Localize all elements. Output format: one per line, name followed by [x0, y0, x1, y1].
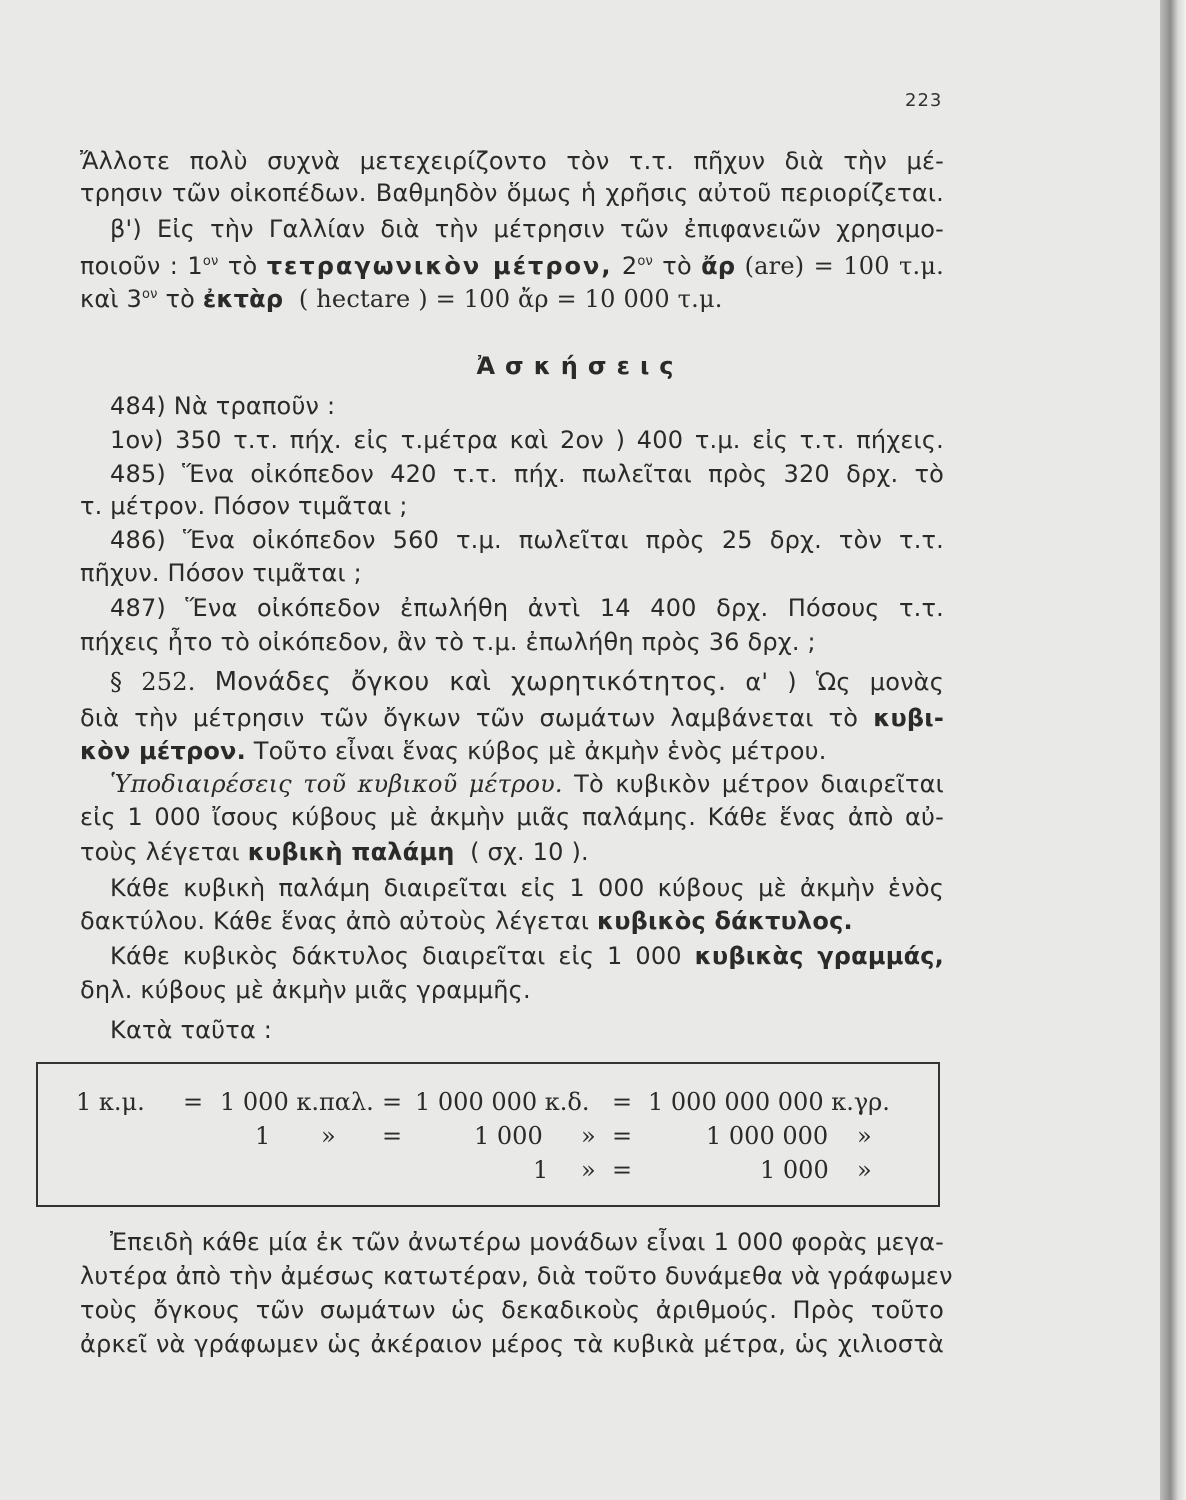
- exercise-486: 486) Ἕνα οἰκόπεδον 560 τ.μ. πωλεῖται πρὸς 25 δρχ. τὸν τ.τ.: [110, 526, 944, 554]
- table-cell: 1: [255, 1122, 271, 1150]
- table-cell: 1 000 000 000 κ.γρ.: [648, 1088, 890, 1116]
- table-cell: »: [581, 1122, 596, 1150]
- text-line: Ἐπειδὴ κάθε μία ἐκ τῶν ἀνωτέρω μονάδων εἶναι 1 000 φορὰς μεγα-: [110, 1228, 944, 1256]
- text-line: τ. μέτρον. Πόσον τιμᾶται ;: [80, 492, 408, 520]
- text-line: λυτέρα ἀπὸ τὴν ἀμέσως κατωτέραν, διὰ τοῦτο δυνάμεθα νὰ γράφωμεν: [80, 1262, 953, 1290]
- text-line: ἀρκεῖ νὰ γράφωμεν ὡς ἀκέραιον μέρος τὰ κυβικὰ μέτρα, ὡς χιλιοστὰ: [80, 1330, 944, 1358]
- table-cell: 1 000: [760, 1156, 829, 1184]
- text-line: πήχεις ἦτο τὸ οἰκόπεδον, ἂν τὸ τ.μ. ἐπωλήθη πρὸς 36 δρχ. ;: [80, 628, 816, 656]
- text-line: Ἄλλοτε πολὺ συχνὰ μετεχειρίζοντο τὸν τ.τ. πῆχυν διὰ τὴν μέ-: [80, 147, 944, 175]
- exercise-485: 485) Ἕνα οἰκόπεδον 420 τ.τ. πήχ. πωλεῖται πρὸς 320 δρχ. τὸ: [110, 460, 944, 488]
- exercise-487: 487) Ἕνα οἰκόπεδον ἐπωλήθη ἀντὶ 14 400 δρχ. Πόσους τ.τ.: [110, 594, 944, 622]
- table-cell: 1 000 000 κ.δ.: [415, 1088, 590, 1116]
- page-edge: [1160, 0, 1186, 1500]
- section-252-title: § 252. Μονάδες ὄγκου καὶ χωρητικότητος. α' ) Ὡς μονὰς: [110, 667, 944, 697]
- text-line: Κάθε κυβικὴ παλάμη διαιρεῖται εἰς 1 000 κύβους μὲ ἀκμὴν ἑνὸς: [110, 874, 944, 902]
- text-line: 1ον) 350 τ.τ. πήχ. εἰς τ.μέτρα καὶ 2ον ) 400 τ.μ. εἰς τ.τ. πήχεις.: [110, 426, 944, 454]
- text-line: τοὺς ὄγκους τῶν σωμάτων ὡς δεκαδικοὺς ἀριθμούς. Πρὸς τοῦτο: [80, 1296, 944, 1324]
- text-line: καὶ $3^{o\nu}$ τὸ ἐκτὰρ ( hectare ) = 100 ἄρ = 10 000 τ.μ.: [80, 285, 723, 313]
- text-line: Κάθε κυβικὸς δάκτυλος διαιρεῖται εἰς 1 000 κυβικὰς γραμμάς,: [110, 942, 945, 970]
- table-cell: 1: [533, 1156, 549, 1184]
- text-line: δακτύλου. Κάθε ἕνας ἀπὸ αὐτοὺς λέγεται κυβικὸς δάκτυλος.: [80, 907, 853, 935]
- text-line: διὰ τὴν μέτρησιν τῶν ὄγκων τῶν σωμάτων λαμβάνεται τὸ κυβι-: [80, 704, 944, 732]
- text-line: πῆχυν. Πόσον τιμᾶται ;: [80, 559, 362, 587]
- kata-tauta: Κατὰ ταῦτα :: [110, 1016, 272, 1044]
- table-cell: 1 000: [474, 1122, 543, 1150]
- table-cell: 1 000 κ.παλ.: [220, 1088, 374, 1116]
- table-cell: =: [612, 1156, 633, 1184]
- table-cell: »: [321, 1122, 336, 1150]
- table-cell: =: [612, 1088, 633, 1116]
- table-cell: »: [857, 1156, 872, 1184]
- text-line: τρησιν τῶν οἰκοπέδων. Βαθμηδὸν ὅμως ἡ χρῆσις αὐτοῦ περιορίζεται.: [80, 179, 944, 207]
- table-cell: =: [183, 1088, 204, 1116]
- table-cell: =: [382, 1088, 403, 1116]
- table-cell: »: [857, 1122, 872, 1150]
- table-cell: =: [382, 1122, 403, 1150]
- table-cell: 1 κ.μ.: [76, 1088, 145, 1116]
- page-number: 223: [905, 90, 943, 111]
- text-line: Ὑποδιαιρέσεις τοῦ κυβικοῦ μέτρου. Τὸ κυβικὸν μέτρον διαιρεῖται: [110, 770, 944, 798]
- table-cell: 1 000 000: [706, 1122, 829, 1150]
- table-cell: =: [612, 1122, 633, 1150]
- text-line: εἰς 1 000 ἴσους κύβους μὲ ἀκμὴν μιᾶς παλάμης. Κάθε ἕνας ἀπὸ αὐ-: [80, 803, 944, 831]
- table-cell: »: [581, 1156, 596, 1184]
- text-line: δηλ. κύβους μὲ ἀκμὴν μιᾶς γραμμῆς.: [80, 976, 531, 1004]
- text-line: κὸν μέτρον. Τοῦτο εἶναι ἕνας κύβος μὲ ἀκμὴν ἑνὸς μέτρου.: [80, 737, 827, 765]
- exercise-484: 484) Νὰ τραποῦν :: [110, 392, 336, 420]
- text-line: ποιοῦν : $1^{o\nu}$ τὸ τετραγωνικὸν μέτρον, $2^{o\nu}$ τὸ ἄρ (are) = 100 τ.μ.: [80, 252, 944, 280]
- exercises-heading: Ἀσκήσεις: [476, 352, 684, 380]
- text-line: β') Εἰς τὴν Γαλλίαν διὰ τὴν μέτρησιν τῶν ἐπιφανειῶν χρησιμο-: [110, 215, 944, 243]
- text-line: τοὺς λέγεται κυβικὴ παλάμη ( σχ. 10 ).: [80, 838, 589, 866]
